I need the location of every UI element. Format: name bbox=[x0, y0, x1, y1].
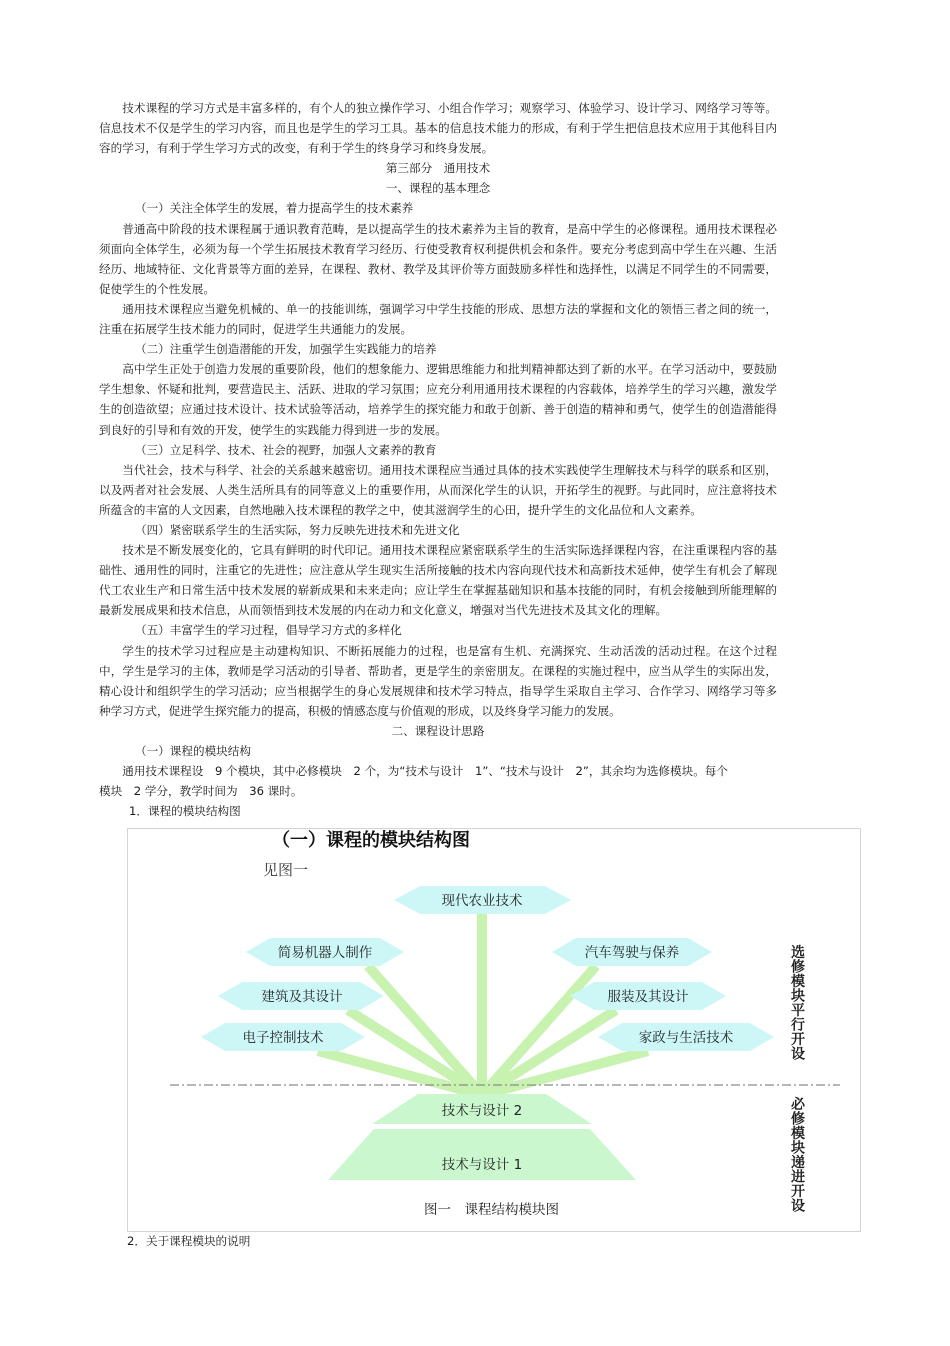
side-label-char: 设 bbox=[791, 1198, 805, 1215]
side-label-char: 开 bbox=[791, 1032, 805, 1048]
side-label-char: 行 bbox=[791, 1017, 805, 1034]
side-label-char: 设 bbox=[791, 1046, 805, 1063]
subheading: （三）立足科学、技术、社会的视野，加强人文素养的教育 bbox=[135, 442, 437, 457]
side-label-char: 平 bbox=[791, 1003, 805, 1019]
side-label-char: 开 bbox=[791, 1184, 805, 1200]
side-label-char: 模 bbox=[791, 1126, 805, 1142]
paragraph: 当代社会，技术与科学、社会的关系越来越密切。通用技术课程应当通过具体的技术实践使学生理解技术与科学的联系和区别，以及两者对社会发展、人类生活所具有的同等意义上的重要作用，从而深化学生的认识，开拓学生的视野。与此同时，应注意将技术所蕴含的丰富的人文因素，自然地融入技术课程的教学之中，使其滋润学生的心田，提升学生的文化品位和人文素养。 bbox=[99, 462, 777, 517]
paragraph: 高中学生正处于创造力发展的重要阶段，他们的想象能力、逻辑思维能力和批判精神都达到了新的水平。在学习活动中，要鼓励学生想象、怀疑和批判，要营造民主、活跃、进取的学习氛围；应充分利用通用技术课程的内容载体，培养学生的学习兴趣，激发学生的创造欲望；应通过技术设计、技术试验等活动，培养学生的探究能力和敢于创新、善于创造的精神和勇气，使学生的创造潜能得到良好的引导和有效的开发，使学生的实践能力得到进一步的发展。 bbox=[99, 362, 777, 437]
module-label-top: 现代农业技术 bbox=[441, 893, 523, 909]
section-heading: 二、课程设计思路 bbox=[391, 723, 485, 738]
side-label-char: 选 bbox=[791, 945, 805, 961]
module-structure-figure bbox=[127, 828, 861, 1232]
side-label-elective bbox=[791, 945, 806, 1063]
module-label-right-2: 服装及其设计 bbox=[607, 989, 689, 1005]
module-label-left-2: 建筑及其设计 bbox=[261, 989, 343, 1005]
paragraph: 通用技术课程应当避免机械的、单一的技能训练，强调学习中学生技能的形成、思想方法的掌握和文化的领悟三者之间的统一，注重在拓展学生技术能力的同时，促进学生共通能力的发展。 bbox=[99, 301, 777, 337]
part-heading: 第三部分 通用技术 bbox=[385, 161, 491, 176]
body-text bbox=[99, 98, 777, 821]
section-subheading: 2．关于课程模块的说明 bbox=[127, 1234, 251, 1248]
side-label-char: 进 bbox=[791, 1169, 805, 1186]
paragraph: 学生的技术学习过程应是主动建构知识、不断拓展能力的过程，也是富有生机、充满探究、生动活泼的活动过程。在这个过程中，学生是学习的主体，教师是学习活动的引导者、帮助者，更是学生的亲密朋友。在课程的实施过程中，应当从学生的实际出发，精心设计和组织学生的学习活动；应当根据学生的身心发展规律和技术学习特点，指导学生采取自主学习、合作学习、网络学习等多种学习方式，促进学生探究能力的提高，积极的情感态度与价值观的形成，以及终身学习能力的发展。 bbox=[99, 643, 777, 718]
figure-title: （一）课程的模块结构图 bbox=[272, 830, 470, 851]
subheading: （五）丰富学生的学习过程，倡导学习方式的多样化 bbox=[135, 623, 402, 638]
module-label-right-1: 汽车驾驶与保养 bbox=[584, 945, 680, 961]
figure-caption: 图一 课程结构模块图 bbox=[424, 1202, 559, 1218]
side-label-char: 模 bbox=[791, 974, 805, 990]
side-label-char: 块 bbox=[791, 1140, 805, 1157]
subheading: （一）课程的模块结构 bbox=[135, 744, 251, 758]
paragraph: 模块 2 学分，教学时间为 36 课时。 bbox=[99, 784, 303, 799]
subheading: （一）关注全体学生的发展，着力提高学生的技术素养 bbox=[135, 201, 414, 216]
module-label-right-3: 家政与生活技术 bbox=[638, 1030, 734, 1046]
side-label-char: 必 bbox=[791, 1097, 805, 1113]
module-structure-diagram bbox=[128, 829, 860, 1231]
subheading: 1．课程的模块结构图 bbox=[129, 804, 241, 819]
side-label-char: 递 bbox=[791, 1155, 805, 1171]
paragraph: 普通高中阶段的技术课程属于通识教育范畴，是以提高学生的技术素养为主旨的教育，是高中学生的必修课程。通用技术课程必须面向全体学生，必须为每一个学生拓展技术教育学习经历、行使受教育权利提供机会和条件。要充分考虑到高中学生在兴趣、生活经历、地域特征、文化背景等方面的差异，在课程、教材、教学及其评价等方面鼓励多样性和选择性，以满足不同学生的不同需要，促使学生的个性发展。 bbox=[99, 221, 777, 296]
module-label-left-1: 简易机器人制作 bbox=[277, 945, 373, 961]
required-label-1: 技术与设计 1 bbox=[441, 1157, 523, 1173]
subheading: （四）紧密联系学生的生活实际，努力反映先进技术和先进文化 bbox=[135, 522, 460, 537]
subheading: （二）注重学生创造潜能的开发，加强学生实践能力的培养 bbox=[135, 342, 437, 357]
paragraph: 技术是不断发展变化的，它具有鲜明的时代印记。通用技术课程应紧密联系学生的生活实际选择课程内容，在注重课程内容的基础性、通用性的同时，注重它的先进性；应注意从学生现实生活所接触的技术内容向现代技术和高新技术延伸，使学生有机会了解现代工农业生产和日常生活中技术发展的崭新成果和未来走向；应让学生在掌握基础知识和基本技能的同时，有机会接触到所能理解的最新发展成果和技术信息，从而领悟到技术发展的内在动力和文化意义，增强对当代先进技术及其文化的理解。 bbox=[99, 543, 777, 618]
side-label-required bbox=[790, 1096, 806, 1215]
side-label-char: 块 bbox=[791, 988, 805, 1005]
paragraph: 通用技术课程设 9 个模块，其中必修模块 2 个，为“技术与设计 1”、“技术与设计 2”，其余均为选修模块。每个 bbox=[122, 764, 728, 779]
side-label-char: 修 bbox=[791, 959, 805, 976]
side-label-char: 修 bbox=[791, 1111, 805, 1128]
required-label-2: 技术与设计 2 bbox=[441, 1103, 523, 1119]
section-heading: 一、课程的基本理念 bbox=[385, 181, 491, 196]
module-label-left-3: 电子控制技术 bbox=[242, 1030, 324, 1046]
figure-note: 见图一 bbox=[263, 861, 309, 879]
paragraph: 技术课程的学习方式是丰富多样的，有个人的独立操作学习、小组合作学习；观察学习、体验学习、设计学习、网络学习等等。信息技术不仅是学生的学习内容，而且也是学生的学习工具。基本的信息技术能力的形成，有利于学生把信息技术应用于其他科目内容的学习，有利于学生学习方式的改变，有利于学生的终身学习和终身发展。 bbox=[99, 101, 777, 156]
